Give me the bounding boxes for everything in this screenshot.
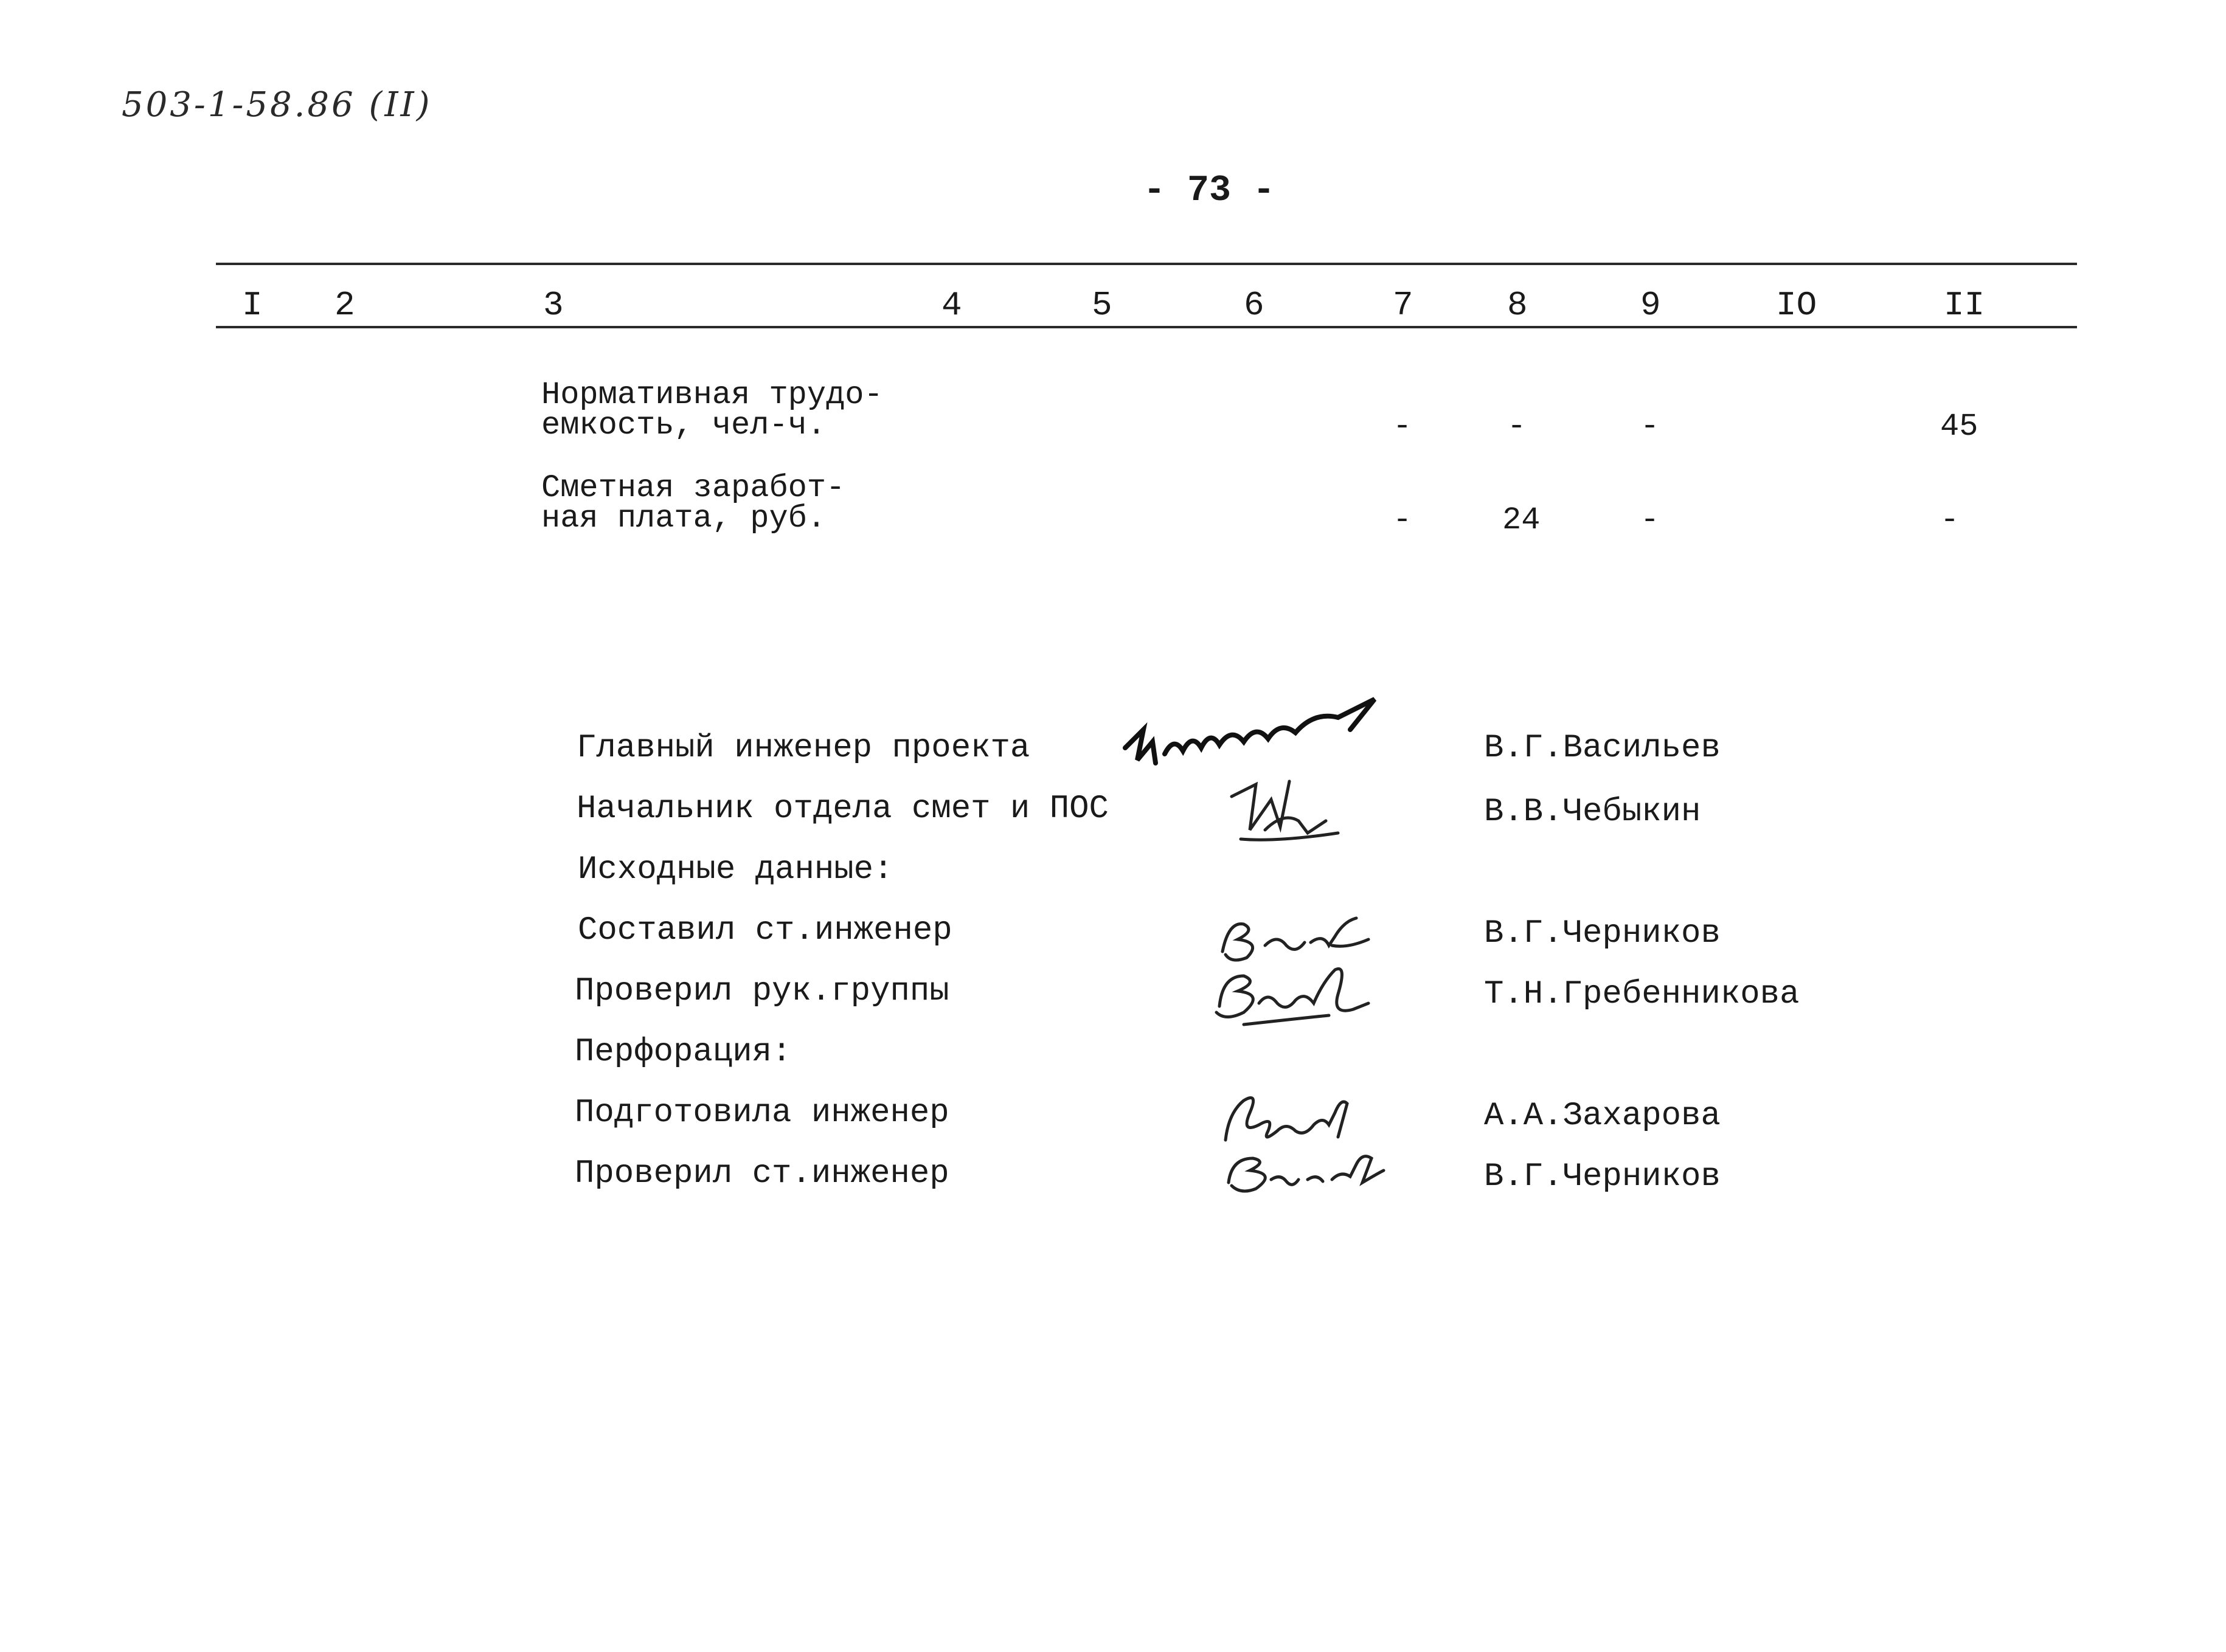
head-dept-name: В.В.Чебыкин (1484, 793, 1701, 831)
prepared-name: А.А.Захарова (1484, 1097, 1721, 1135)
cell-col7: - (1393, 502, 1412, 538)
table-top-rule (216, 263, 2077, 265)
table-header-rule (216, 326, 2077, 328)
cell-col8: 24 (1502, 502, 1541, 538)
checked-senior-signature (1219, 1146, 1390, 1201)
compiled-name: В.Г.Черников (1484, 915, 1721, 952)
cell-col11: 45 (1940, 409, 1978, 444)
column-number-1: I (242, 286, 263, 325)
perforation-heading: Перфорация: (575, 1034, 792, 1071)
chief-engineer-signature (1119, 693, 1387, 778)
document-code: 503-1-58.86 (II) (122, 85, 432, 125)
row-label-line: ная плата, руб. (541, 500, 827, 536)
cell-col7: - (1393, 409, 1412, 444)
checked-senior-name: В.Г.Черников (1484, 1158, 1721, 1195)
column-number-3: 3 (543, 286, 564, 325)
page-number: - 73 - (1143, 170, 1275, 212)
source-data-heading: Исходные данные: (578, 851, 893, 888)
column-number-4: 4 (941, 286, 962, 325)
table-row-label (541, 377, 883, 443)
compiled-title: Составил ст.инженер (578, 912, 952, 949)
column-number-11: II (1944, 286, 1985, 325)
prepared-title: Подготовила инженер (575, 1094, 949, 1132)
chief-engineer-title: Главный инженер проекта (577, 730, 1030, 767)
column-number-7: 7 (1393, 286, 1413, 325)
prepared-signature (1216, 1088, 1356, 1149)
checked-group-title: Проверил рук.группы (575, 973, 949, 1010)
head-dept-title: Начальник отдела смет и ПОС (577, 790, 1109, 828)
table-row-label (541, 470, 845, 536)
column-number-6: 6 (1244, 286, 1264, 325)
column-number-5: 5 (1092, 286, 1112, 325)
row-label-line: Сметная заработ- (541, 470, 845, 506)
row-label-line: Нормативная трудо- (541, 377, 883, 413)
column-number-9: 9 (1640, 286, 1661, 325)
cell-col9: - (1640, 502, 1660, 538)
column-number-8: 8 (1507, 286, 1528, 325)
column-number-10: IO (1776, 286, 1817, 325)
cell-col11: - (1940, 502, 1960, 538)
cell-col8: - (1507, 409, 1527, 444)
checked-group-signature (1207, 958, 1378, 1034)
chief-engineer-name: В.Г.Васильев (1484, 730, 1721, 767)
row-label-line: емкость, чел-ч. (541, 407, 827, 443)
checked-senior-title: Проверил ст.инженер (575, 1155, 949, 1192)
column-number-2: 2 (335, 286, 355, 325)
checked-group-name: Т.Н.Гребенникова (1484, 976, 1800, 1013)
head-dept-signature (1222, 772, 1350, 851)
cell-col9: - (1640, 409, 1660, 444)
